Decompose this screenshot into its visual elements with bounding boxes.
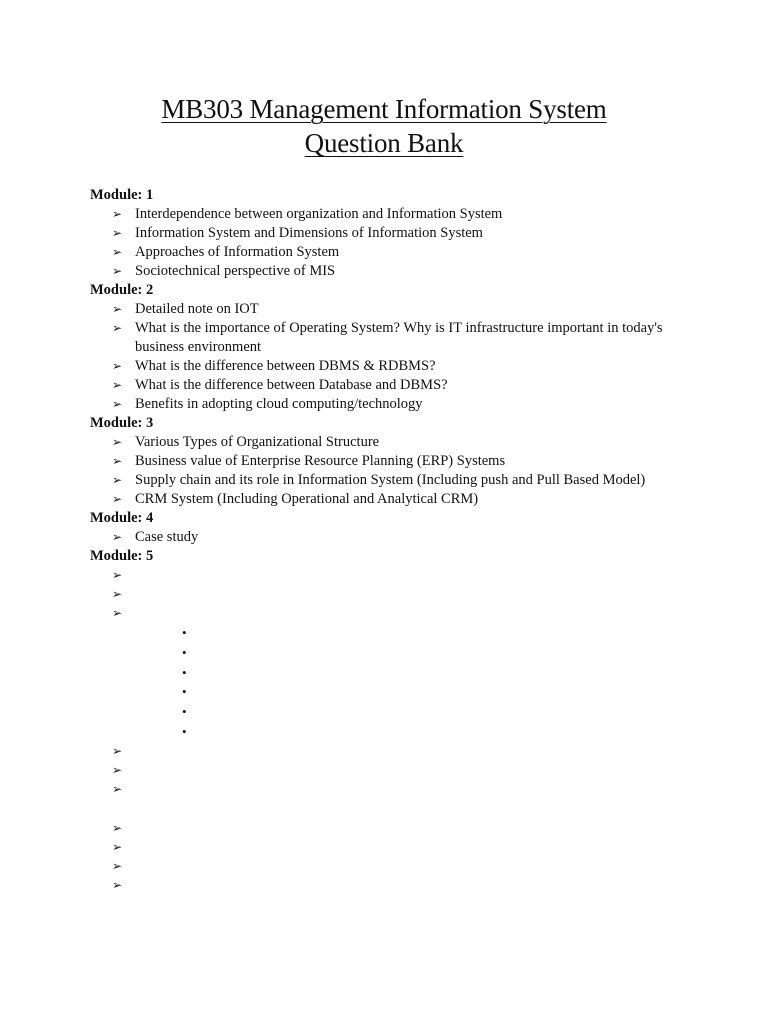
item-text: Information System and Dimensions of Information System — [135, 225, 483, 241]
sub-list-item — [90, 663, 690, 683]
arrow-bullet-icon: ➢ — [112, 877, 123, 892]
list-item — [90, 490, 690, 509]
dot-bullet-icon: • — [182, 625, 187, 640]
item-text: Detailed note on IOT — [135, 301, 259, 317]
dot-bullet-icon: • — [182, 723, 187, 739]
dot-bullet-icon: • — [182, 644, 187, 660]
list-item — [90, 395, 690, 414]
sub-list-item — [90, 702, 690, 722]
arrow-bullet-icon: ➢ — [112, 568, 123, 582]
document-title — [0, 92, 768, 160]
list-item — [90, 243, 690, 262]
list-item — [90, 876, 690, 895]
module-heading: Module: 5 — [90, 548, 154, 564]
arrow-bullet-icon: ➢ — [112, 321, 123, 335]
arrow-bullet-icon: ➢ — [112, 454, 123, 468]
blank-line — [90, 799, 690, 819]
module-heading: Module: 4 — [90, 510, 154, 526]
dot-bullet-icon: • — [182, 704, 187, 720]
list-item — [90, 205, 690, 224]
arrow-bullet-icon: ➢ — [112, 743, 123, 758]
arrow-bullet-icon: ➢ — [112, 530, 123, 544]
item-text: Case study — [135, 529, 199, 545]
arrow-bullet-icon: ➢ — [112, 245, 123, 259]
list-item — [90, 761, 690, 780]
list-item — [90, 471, 690, 490]
arrow-bullet-icon: ➢ — [112, 264, 123, 278]
arrow-bullet-icon: ➢ — [112, 762, 123, 777]
arrow-bullet-icon: ➢ — [112, 473, 123, 487]
list-item — [90, 604, 690, 623]
sub-list-item — [90, 682, 690, 702]
arrow-bullet-icon: ➢ — [112, 226, 123, 240]
list-item — [90, 742, 690, 761]
list-item — [90, 224, 690, 243]
question-list — [90, 186, 690, 895]
list-item — [90, 780, 690, 799]
list-item — [90, 452, 690, 471]
list-item — [90, 357, 690, 376]
module-heading: Module: 1 — [90, 187, 154, 203]
sub-list-item — [90, 722, 690, 742]
arrow-bullet-icon: ➢ — [112, 781, 123, 796]
arrow-bullet-icon: ➢ — [112, 207, 123, 221]
sub-list-item — [90, 623, 690, 643]
list-item — [90, 857, 690, 876]
list-item — [90, 528, 690, 547]
dot-bullet-icon: • — [182, 664, 187, 680]
item-text: Approaches of Information System — [135, 244, 340, 260]
arrow-bullet-icon: ➢ — [112, 606, 123, 620]
module-heading: Module: 3 — [90, 415, 154, 431]
title-line-1: MB303 Management Information System — [161, 94, 607, 124]
arrow-bullet-icon: ➢ — [112, 820, 123, 835]
item-text: Business value of Enterprise Resource Planning (ERP) Systems — [135, 453, 506, 469]
list-item — [90, 819, 690, 838]
list-item — [90, 262, 690, 281]
module-heading: Module: 2 — [90, 282, 154, 298]
list-item — [90, 376, 690, 395]
sub-list-item — [90, 643, 690, 663]
arrow-bullet-icon: ➢ — [112, 378, 123, 392]
item-text: Benefits in adopting cloud computing/technology — [135, 396, 423, 412]
list-item — [90, 300, 690, 319]
arrow-bullet-icon: ➢ — [112, 839, 123, 854]
list-item — [90, 433, 690, 452]
arrow-bullet-icon: ➢ — [112, 397, 123, 411]
item-text: What is the difference between DBMS & RDBMS? — [135, 358, 436, 374]
arrow-bullet-icon: ➢ — [112, 302, 123, 316]
arrow-bullet-icon: ➢ — [112, 435, 123, 449]
list-item — [90, 585, 690, 604]
item-text: What is the difference between Database and DBMS? — [135, 377, 448, 393]
item-text: Various Types of Organizational Structure — [135, 434, 380, 450]
item-text: Interdependence between organization and Information System — [135, 206, 503, 222]
list-item — [90, 566, 690, 585]
item-text: Sociotechnical perspective of MIS — [135, 263, 336, 279]
item-text: CRM System (Including Operational and Analytical CRM) — [135, 491, 479, 507]
list-item — [90, 838, 690, 857]
arrow-bullet-icon: ➢ — [112, 492, 123, 506]
arrow-bullet-icon: ➢ — [112, 587, 123, 601]
arrow-bullet-icon: ➢ — [112, 858, 123, 873]
item-text: What is the importance of Operating System? Why is IT infrastructure important in today's business environment — [135, 320, 663, 355]
dot-bullet-icon: • — [182, 684, 187, 700]
list-item — [90, 319, 690, 357]
arrow-bullet-icon: ➢ — [112, 359, 123, 373]
title-line-2: Question Bank — [304, 128, 464, 158]
item-text: Supply chain and its role in Information System (Including push and Pull Based Model) — [135, 472, 646, 488]
